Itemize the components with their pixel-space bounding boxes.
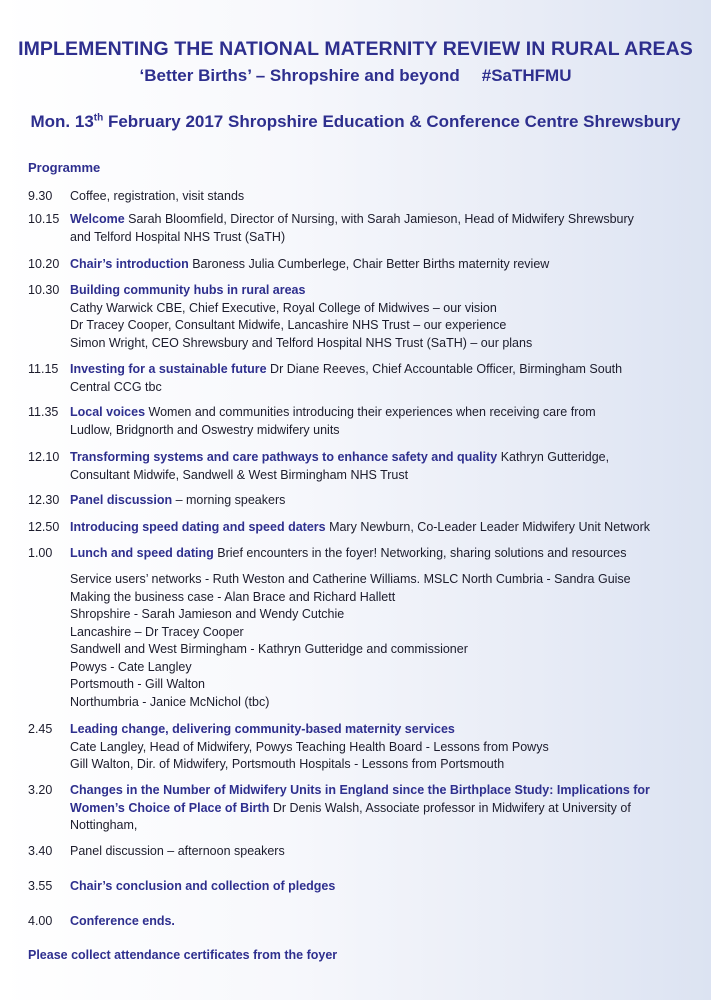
programme-item — [28, 721, 688, 774]
programme-heading: Programme — [28, 160, 101, 175]
item-heading: Chair’s conclusion and collection of pledges — [70, 879, 336, 893]
page-subtitle — [0, 66, 711, 86]
list-item: Sandwell and West Birmingham - Kathryn Gutteridge and commissioner — [70, 642, 468, 656]
list-item: Shropshire - Sarah Jamieson and Wendy Cutchie — [70, 607, 345, 621]
date-prefix: Mon. 13 — [30, 112, 94, 131]
item-text: Coffee, registration, visit stands — [70, 189, 245, 203]
item-line: Central CCG tbc — [70, 379, 162, 394]
list-item: Service users’ networks - Ruth Weston and Catherine Williams. MSLC North Cumbria - Sandra Guise — [70, 572, 631, 586]
speed-dating-list — [28, 571, 688, 711]
item-time: 11.35 — [28, 405, 59, 419]
programme-item — [28, 449, 688, 484]
item-line: and Telford Hospital NHS Trust (SaTH) — [70, 229, 286, 244]
date-ordinal: th — [93, 112, 104, 124]
item-time: 3.55 — [28, 879, 53, 893]
item-time: 12.30 — [28, 493, 60, 507]
programme-item — [28, 361, 688, 396]
item-time: 3.40 — [28, 844, 53, 858]
item-time: 10.30 — [28, 283, 60, 297]
programme-item — [28, 878, 688, 896]
item-heading: Building community hubs in rural areas — [70, 283, 306, 297]
item-time: 3.20 — [28, 783, 53, 797]
list-item: Northumbria - Janice McNichol (tbc) — [70, 694, 270, 709]
item-time: 10.15 — [28, 212, 60, 226]
programme-item — [28, 188, 688, 206]
item-heading: Welcome — [70, 212, 125, 226]
list-item: Lancashire – Dr Tracey Cooper — [70, 624, 244, 639]
programme-item — [28, 519, 688, 537]
list-item: Portsmouth - Gill Walton — [70, 677, 205, 691]
item-text: Baroness Julia Cumberlege, Chair Better Births maternity review — [188, 257, 550, 271]
item-heading: Lunch and speed dating — [70, 546, 214, 560]
item-line: Ludlow, Bridgnorth and Oswestry midwifery units — [70, 422, 340, 437]
item-time: 9.30 — [28, 189, 53, 203]
item-heading: Introducing speed dating and speed daters — [70, 520, 326, 534]
item-heading: Local voices — [70, 405, 146, 419]
programme-item — [28, 404, 688, 439]
programme-item — [28, 913, 688, 931]
programme-item — [28, 545, 688, 563]
item-heading: Investing for a sustainable future — [70, 362, 267, 376]
item-text: Panel discussion – afternoon speakers — [70, 844, 285, 858]
list-item: Making the business case - Alan Brace and Richard Hallett — [70, 589, 396, 604]
hashtag: #SaTHFMU — [481, 66, 572, 85]
item-heading: Chair’s introduction — [70, 257, 189, 271]
item-time: 12.50 — [28, 520, 60, 534]
item-time: 4.00 — [28, 914, 53, 928]
item-line: Consultant Midwife, Sandwell & West Birmingham NHS Trust — [70, 467, 409, 482]
item-text: Kathryn Gutteridge, — [497, 450, 610, 464]
item-text: – morning speakers — [172, 493, 286, 507]
item-line: Cathy Warwick CBE, Chief Executive, Royal College of Midwives – our vision — [70, 300, 497, 315]
item-time: 10.20 — [28, 257, 60, 271]
item-heading-continued: Women’s Choice of Place of Birth — [70, 800, 270, 815]
item-text: Women and communities introducing their experiences when receiving care from — [145, 405, 596, 419]
item-time: 12.10 — [28, 450, 60, 464]
item-text: Mary Newburn, Co-Leader Leader Midwifery Unit Network — [325, 520, 651, 534]
programme-item — [28, 843, 688, 861]
item-heading: Conference ends. — [70, 914, 175, 928]
item-text: Dr Denis Walsh, Associate professor in Midwifery at University of — [269, 800, 631, 815]
programme-item — [28, 282, 688, 352]
item-line: Nottingham, — [70, 818, 138, 832]
item-time: 11.15 — [28, 362, 59, 376]
item-time: 2.45 — [28, 722, 53, 736]
item-heading: Panel discussion — [70, 493, 173, 507]
list-item: Powys - Cate Langley — [70, 659, 192, 674]
item-text: Brief encounters in the foyer! Networking, sharing solutions and resources — [213, 546, 627, 560]
item-heading: Changes in the Number of Midwifery Units in England since the Birthplace Study: Implications for — [70, 783, 650, 797]
item-time: 1.00 — [28, 546, 53, 560]
programme-item — [28, 211, 688, 246]
event-dateline — [0, 112, 711, 132]
item-line: Gill Walton, Dir. of Midwifery, Portsmouth Hospitals - Lessons from Portsmouth — [70, 757, 505, 771]
programme-item — [28, 782, 688, 835]
programme-item — [28, 492, 688, 510]
item-line: Simon Wright, CEO Shrewsbury and Telford Hospital NHS Trust (SaTH) – our plans — [70, 335, 533, 350]
item-text: Sarah Bloomfield, Director of Nursing, with Sarah Jamieson, Head of Midwifery Shrewsbury — [124, 212, 634, 226]
programme-item — [28, 256, 688, 274]
item-line: Dr Tracey Cooper, Consultant Midwife, Lancashire NHS Trust – our experience — [70, 318, 507, 332]
item-text: Dr Diane Reeves, Chief Accountable Officer, Birmingham South — [266, 362, 623, 376]
footer-note: Please collect attendance certificates from the foyer — [28, 948, 338, 962]
item-heading: Transforming systems and care pathways to enhance safety and quality — [70, 450, 498, 464]
page-title: IMPLEMENTING THE NATIONAL MATERNITY REVIEW IN RURAL AREAS — [18, 38, 693, 60]
item-heading: Leading change, delivering community-based maternity services — [70, 722, 455, 736]
date-venue: February 2017 Shropshire Education & Conference Centre Shrewsbury — [103, 112, 681, 131]
item-line: Cate Langley, Head of Midwifery, Powys Teaching Health Board - Lessons from Powys — [70, 739, 549, 754]
subtitle-text: ‘Better Births’ – Shropshire and beyond — [139, 66, 460, 85]
